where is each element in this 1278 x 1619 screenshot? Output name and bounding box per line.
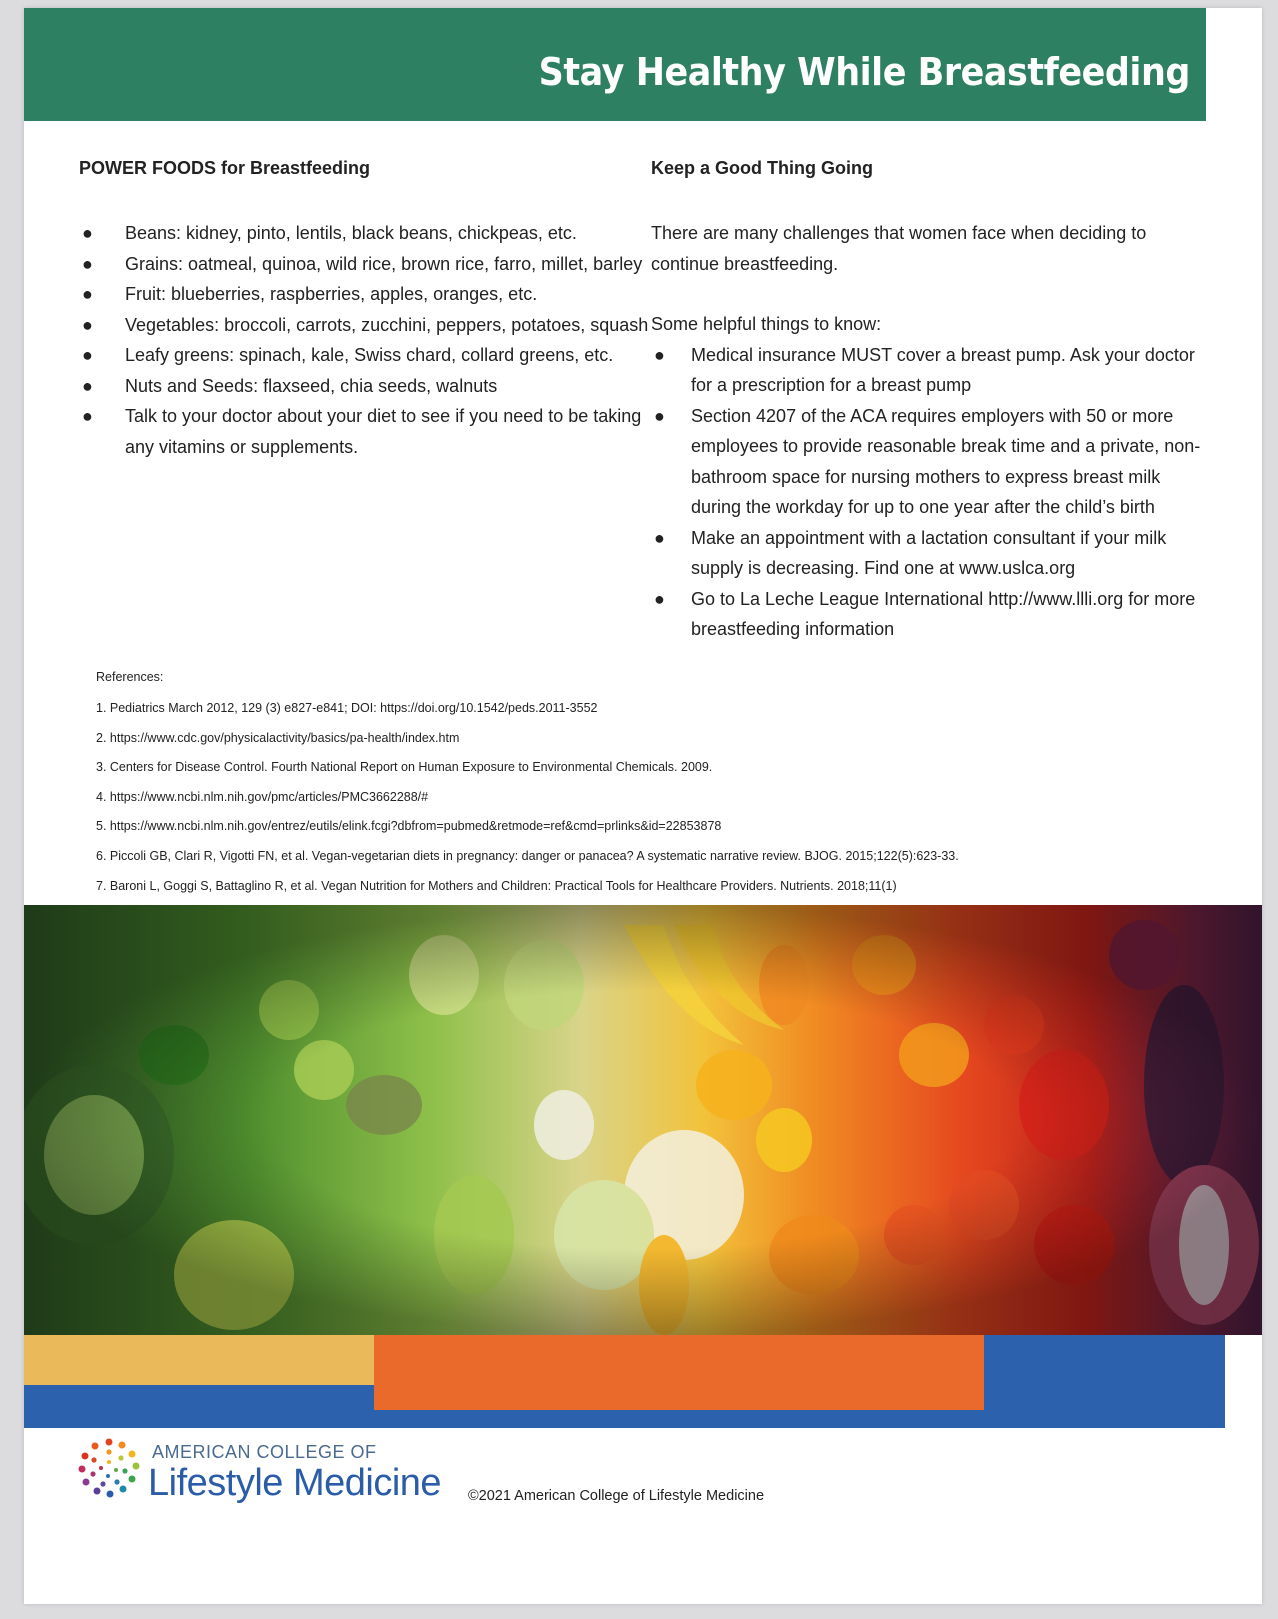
footer-band-orange (374, 1335, 984, 1410)
helpful-item (651, 523, 1211, 584)
reference-item: 3. Centers for Disease Control. Fourth National Report on Human Exposure to Environmental Chemicals. 2009. (96, 760, 713, 775)
power-food-item-text: Nuts and Seeds: flaxseed, chia seeds, walnuts (125, 375, 498, 396)
helpful-item-text: Go to La Leche League International http://www.llli.org for more breastfeeding information (691, 588, 1196, 639)
helpful-item (651, 340, 1211, 401)
reference-item: 4. https://www.ncbi.nlm.nih.gov/pmc/articles/PMC3662288/# (96, 789, 429, 804)
references-list (96, 700, 1196, 907)
power-foods-list (79, 218, 659, 462)
intro-paragraph: There are many challenges that women face when deciding to continue breastfeeding. (651, 223, 1147, 274)
power-food-item-text: Vegetables: broccoli, carrots, zucchini, peppers, potatoes, squash (125, 314, 649, 335)
power-food-item-text: Grains: oatmeal, quinoa, wild rice, brown rice, farro, millet, barley (125, 253, 643, 274)
dotted-circle-logo-icon (74, 1434, 144, 1504)
logo-main-text: Lifestyle Medicine (148, 1462, 442, 1504)
power-food-item-text: Beans: kidney, pinto, lentils, black beans, chickpeas, etc. (125, 223, 577, 243)
header-band (24, 8, 1206, 121)
vegetables-image (24, 905, 1262, 1335)
power-food-item (79, 310, 659, 341)
reference-item: 1. Pediatrics March 2012, 129 (3) e827-e841; DOI: https://doi.org/10.1542/peds.2011-3552 (96, 701, 598, 715)
good-thing-heading: Keep a Good Thing Going (651, 158, 873, 178)
vegetables-photo (24, 905, 1262, 1335)
good-thing-section (651, 158, 1211, 645)
document-page (24, 8, 1262, 1604)
power-food-item (79, 340, 659, 371)
reference-item: 5. https://www.ncbi.nlm.nih.gov/entrez/eutils/elink.fcgi?dbfrom=pubmed&retmode=ref&cmd=prlinks&id=22853878 (96, 819, 722, 834)
reference-item: 2. https://www.cdc.gov/physicalactivity/basics/pa-health/index.htm (96, 730, 460, 745)
bullet-icon: ● (654, 588, 665, 609)
logo-top-text: AMERICAN COLLEGE OF (152, 1442, 377, 1462)
helpful-item (651, 401, 1211, 523)
power-foods-heading: POWER FOODS for Breastfeeding (79, 158, 371, 178)
power-food-item-text: Fruit: blueberries, raspberries, apples, oranges, etc. (125, 284, 538, 304)
power-food-item (79, 371, 659, 402)
power-food-item-text: Leafy greens: spinach, kale, Swiss chard, collard greens, etc. (125, 345, 614, 365)
reference-item: 6. Piccoli GB, Clari R, Vigotti FN, et al. Vegan-vegetarian diets in pregnancy: danger or panacea? A systematic narrative review. BJOG. 2015;122(5):623-33. (96, 848, 959, 863)
power-food-item-text: Talk to your doctor about your diet to see if you need to be taking any vitamins or supplements. (125, 406, 642, 457)
bullet-icon: ● (654, 527, 665, 548)
bullet-icon: ● (82, 375, 93, 396)
helpful-item (651, 584, 1211, 645)
helpful-item-text: Section 4207 of the ACA requires employers with 50 or more employees to provide reasonable break time and a private, non-bathroom space for nursing mothers to express breast milk during the workday for up to one year after the child’s birth (691, 405, 1201, 517)
power-food-item (79, 249, 659, 280)
power-food-item (79, 279, 659, 310)
page-title: Stay Healthy While Breastfeeding (538, 50, 1190, 94)
helpful-item-text: Medical insurance MUST cover a breast pump. Ask your doctor for a prescription for a breast pump (691, 344, 1195, 395)
helpful-heading: Some helpful things to know: (651, 314, 882, 334)
power-foods-section (79, 158, 659, 462)
bullet-icon: ● (82, 223, 93, 243)
bullet-icon: ● (82, 345, 93, 365)
helpful-list (651, 340, 1211, 645)
bullet-icon: ● (654, 344, 665, 365)
copyright-text: ©2021 American College of Lifestyle Medicine (468, 1488, 765, 1504)
references-heading: References: (96, 670, 164, 684)
bullet-icon: ● (82, 406, 93, 426)
references-section (96, 670, 1196, 907)
bullet-icon: ● (82, 314, 93, 335)
power-food-item (79, 401, 659, 462)
bullet-icon: ● (82, 253, 93, 274)
footer-band-yellow (24, 1335, 374, 1385)
helpful-item-text: Make an appointment with a lactation consultant if your milk supply is decreasing. Find one at www.uslca.org (691, 527, 1167, 578)
reference-item: 7. Baroni L, Goggi S, Battaglino R, et al. Vegan Nutrition for Mothers and Children: Practical Tools for Healthcare Providers. Nutrients. 2018;11(1) (96, 878, 897, 893)
bullet-icon: ● (654, 405, 665, 426)
bullet-icon: ● (82, 284, 93, 304)
power-food-item (79, 218, 659, 249)
